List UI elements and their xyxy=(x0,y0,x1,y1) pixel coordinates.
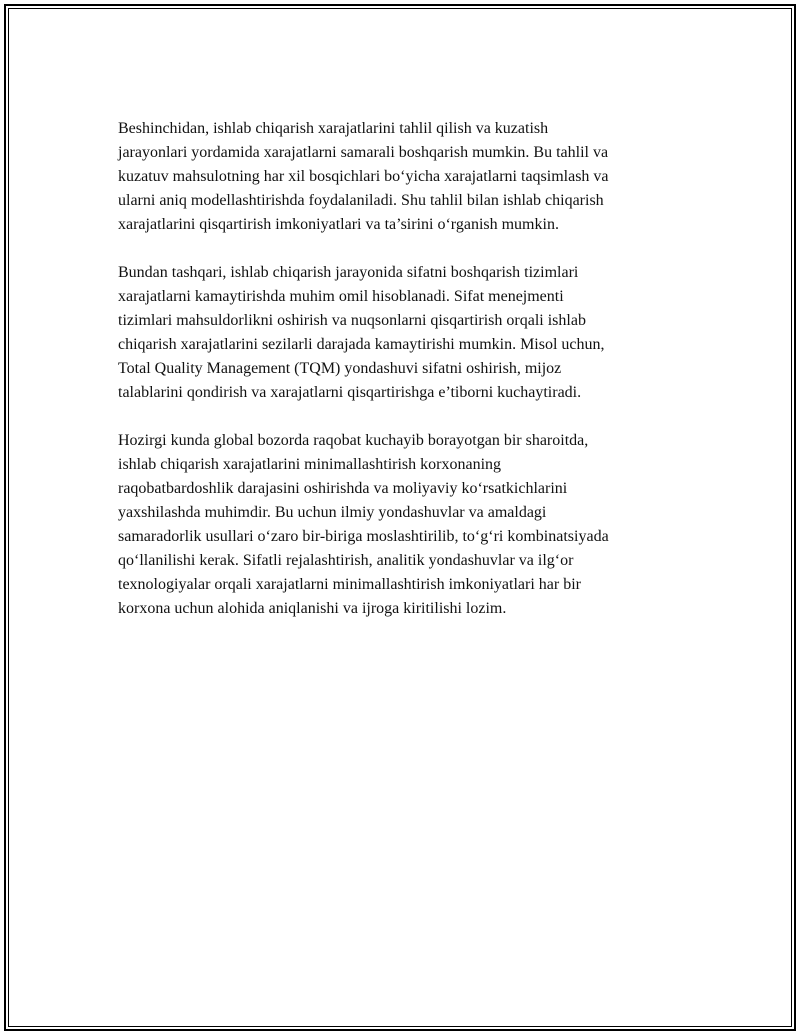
paragraph-3: Hozirgi kunda global bozorda raqobat kuchayib borayotgan bir sharoitda, ishlab chiqarish xarajatlarini minimallashtirish korxonaning raqobatbardoshlik darajasini oshirishda va moliyaviy ko‘rsatkichlarini yaxshilashda muhimdir. Bu uchun ilmiy yondashuvlar va amaldagi samaradorlik usullari o‘zaro bir-biriga moslashtirilib, to‘g‘ri kombinatsiyada qo‘llanilishi kerak. Sifatli rejalashtirish, analitik yondashuvlar va ilg‘or texnologiyalar orqali xarajatlarni minimallashtirish imkoniyatlari har bir korxona uchun alohida aniqlanishi va ijroga kiritilishi lozim. xyxy=(118,432,609,617)
paragraph-2: Bundan tashqari, ishlab chiqarish jarayonida sifatni boshqarish tizimlari xarajatlarni kamaytirishda muhim omil hisoblanadi. Sifat menejmenti tizimlari mahsuldorlikni oshirish va nuqsonlarni qisqartirish orqali ishlab chiqarish xarajatlarini sezilarli darajada kamaytirishi mumkin. Misol uchun, Total Quality Management (TQM) yondashuvi sifatni oshirish, mijoz talablarini qondirish va xarajatlarni qisqartirishga e’tiborni kuchaytiradi. xyxy=(118,264,605,401)
document-body xyxy=(118,117,688,645)
paragraph-1: Beshinchidan, ishlab chiqarish xarajatlarini tahlil qilish va kuzatish jarayonlari yordamida xarajatlarni samarali boshqarish mumkin. Bu tahlil va kuzatuv mahsulotning har xil bosqichlari bo‘yicha xarajatlarni taqsimlash va ularni aniq modellashtirishda foydalaniladi. Shu tahlil bilan ishlab chiqarish xarajatlarini qisqartirish imkoniyatlari va ta’sirini o‘rganish mumkin. xyxy=(118,120,609,233)
